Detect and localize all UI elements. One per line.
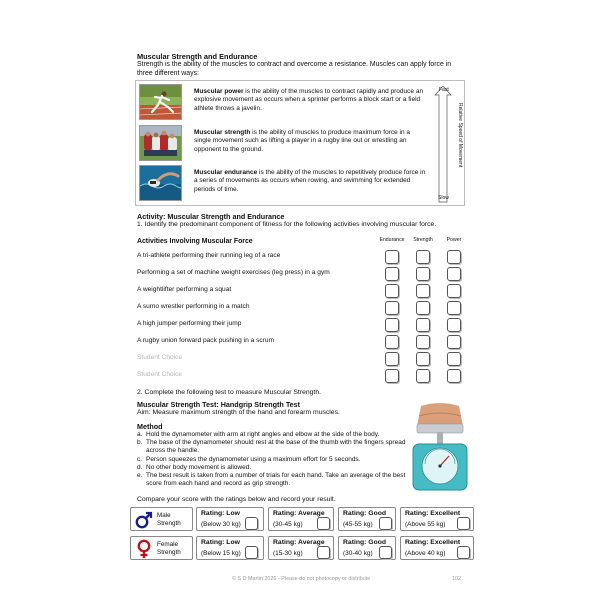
checkbox-strength[interactable]	[416, 301, 430, 315]
method-step: b. The base of the dynamometer should rest at the base of the thumb with the fingers spread across the handle.	[137, 439, 406, 455]
checkbox-strength[interactable]	[416, 335, 430, 349]
question-2: 2. Complete the following test to measure Muscular Strength.	[137, 389, 321, 396]
female-rating-cell	[338, 536, 396, 560]
activity-title: Activity: Muscular Strength and Endurance	[137, 212, 285, 221]
rating-title: Rating: Average	[273, 539, 325, 546]
checkbox-power[interactable]	[447, 335, 461, 349]
rating-title: Rating: Low	[201, 539, 240, 546]
checkbox-endurance[interactable]	[385, 369, 399, 383]
checkbox-power[interactable]	[447, 369, 461, 383]
column-strength: Strength	[413, 237, 433, 243]
rating-range: (45-55 kg)	[343, 521, 373, 528]
activity-row-label: Student Choice	[137, 354, 183, 361]
activity-table-heading: Activities Involving Muscular Force	[137, 238, 253, 245]
compare-instruction: Compare your score with the ratings below and record your result.	[137, 496, 336, 503]
force-types-box	[135, 80, 465, 206]
female-rating-cell	[268, 536, 334, 560]
rating-checkbox[interactable]	[457, 546, 470, 559]
rating-checkbox[interactable]	[379, 546, 392, 559]
method-list	[137, 431, 417, 488]
rating-checkbox[interactable]	[245, 517, 258, 530]
checkbox-strength[interactable]	[416, 352, 430, 366]
speed-axis-label: Relative Speed of Movement	[457, 103, 463, 168]
section-title: Muscular Strength and Endurance	[137, 52, 258, 61]
rating-title: Rating: Low	[201, 510, 240, 517]
speed-slow-label: Slow	[438, 195, 449, 201]
activity-row-label: A weightlifter performing a squat	[137, 286, 232, 293]
hand-dynamometer-photo	[407, 402, 473, 494]
checkbox-strength[interactable]	[416, 250, 430, 264]
female-strength-label: Female Strength	[130, 536, 193, 560]
male-rating-cell	[400, 507, 474, 531]
checkbox-endurance[interactable]	[385, 284, 399, 298]
checkbox-strength[interactable]	[416, 318, 430, 332]
page-number: 102	[452, 576, 461, 582]
checkbox-power[interactable]	[447, 301, 461, 315]
rating-title: Rating: Excellent	[405, 539, 461, 546]
test-title: Muscular Strength Test: Handgrip Strength Test	[137, 400, 301, 409]
rating-range: (Above 55 kg)	[405, 521, 446, 528]
test-aim: Aim: Measure maximum strength of the hand and forearm muscles.	[137, 409, 340, 416]
column-endurance: Endurance	[379, 237, 405, 243]
checkbox-power[interactable]	[447, 250, 461, 264]
checkbox-power[interactable]	[447, 267, 461, 281]
rating-title: Rating: Average	[273, 510, 325, 517]
swimmer-photo	[139, 165, 182, 201]
activity-row-label: Performing a set of machine weight exercises (leg press) in a gym	[137, 269, 330, 276]
intro-text: Strength is the ability of the muscles to contract and overcome a resistance. Muscles can apply force in three different ways:	[137, 61, 452, 77]
checkbox-endurance[interactable]	[385, 250, 399, 264]
activity-row-label: A rugby union forward pack pushing in a scrum	[137, 337, 275, 344]
rugby-photo	[139, 125, 182, 161]
rating-range: (30-45 kg)	[273, 521, 303, 528]
rating-range: (30-40 kg)	[343, 550, 373, 557]
checkbox-strength[interactable]	[416, 369, 430, 383]
checkbox-endurance[interactable]	[385, 267, 399, 281]
activity-row-label: A tri-athlete performing their running leg of a race	[137, 252, 281, 259]
checkbox-endurance[interactable]	[385, 318, 399, 332]
rating-checkbox[interactable]	[245, 546, 258, 559]
checkbox-endurance[interactable]	[385, 335, 399, 349]
female-rating-cell	[196, 536, 264, 560]
rating-title: Rating: Good	[343, 539, 387, 546]
rating-range: (Above 40 kg)	[405, 550, 446, 557]
method-step: c. Person squeezes the dynamometer using a maximum effort for 5 seconds.	[137, 455, 361, 463]
female-rating-cell	[400, 536, 474, 560]
checkbox-power[interactable]	[447, 318, 461, 332]
male-symbol-icon	[134, 510, 154, 530]
endurance-description: Muscular endurance is the ability of the muscles to repetitively produce force in a series of movements as occurs when rowing, and swimming for extended periods of time.	[194, 169, 426, 193]
checkbox-endurance[interactable]	[385, 301, 399, 315]
rating-checkbox[interactable]	[379, 517, 392, 530]
strength-term: Muscular strength	[194, 129, 251, 136]
rating-title: Rating: Excellent	[405, 510, 461, 517]
speed-arrow-icon	[434, 85, 452, 203]
rating-range: (Below 15 kg)	[201, 550, 241, 557]
rating-checkbox[interactable]	[317, 546, 330, 559]
strength-description: Muscular strength is the ability of muscles to produce maximum force in a single movement such as lifting a player in a rugby line out or wrestling an opponent to the ground.	[194, 129, 411, 153]
speed-fast-label: Fast	[439, 87, 449, 93]
rating-checkbox[interactable]	[317, 517, 330, 530]
activity-row-label: A sumo wrestler performing in a match	[137, 303, 250, 310]
method-step: e. The best result is taken from a number of trials for each hand. Take an average of the best score from each hand and record as grip strength.	[137, 472, 406, 488]
footer-copyright: © S D Martin 2026 - Please do not photocopy or distribute	[232, 576, 371, 582]
rating-checkbox[interactable]	[457, 517, 470, 530]
male-rating-cell	[338, 507, 396, 531]
power-description: Muscular power is the ability of the muscles to contract rapidly and produce an explosive movement as occurs when a sprinter performs a block start or a field athlete throws a javelin.	[194, 88, 424, 112]
power-term: Muscular power	[194, 88, 244, 95]
checkbox-strength[interactable]	[416, 267, 430, 281]
checkbox-strength[interactable]	[416, 284, 430, 298]
method-title: Method	[137, 422, 163, 431]
activity-row-label: A high jumper performing their jump	[137, 320, 242, 327]
rating-range: (15-30 kg)	[273, 550, 303, 557]
method-step: d. No other body movement is allowed.	[137, 463, 252, 471]
female-symbol-icon	[134, 539, 154, 559]
checkbox-endurance[interactable]	[385, 352, 399, 366]
checkbox-power[interactable]	[447, 352, 461, 366]
activity-instruction: 1. Identify the predominant component of fitness for the following activities involving muscular force.	[137, 221, 437, 228]
rating-title: Rating: Good	[343, 510, 387, 517]
method-step: a. Hold the dynamometer with arm at right angles and elbow at the side of the body.	[137, 431, 380, 438]
male-rating-cell	[268, 507, 334, 531]
rating-range: (Below 30 kg)	[201, 521, 241, 528]
activity-row-label: Student Choice	[137, 371, 183, 378]
endurance-term: Muscular endurance	[194, 169, 258, 176]
male-strength-label: Male Strength	[130, 507, 193, 531]
sprinter-photo	[139, 84, 182, 120]
column-power: Power	[446, 237, 462, 243]
male-rating-cell	[196, 507, 264, 531]
checkbox-power[interactable]	[447, 284, 461, 298]
